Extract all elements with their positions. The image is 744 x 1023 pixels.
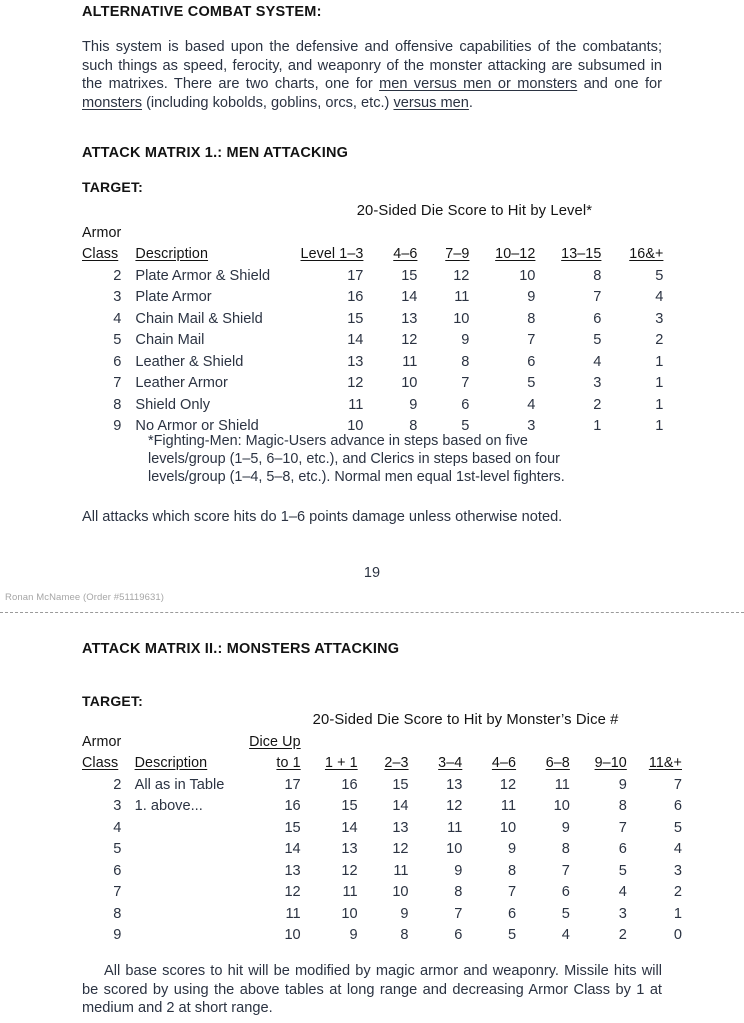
attack-matrix-1-table	[82, 203, 663, 434]
table-row	[82, 413, 663, 435]
matrix-2-head	[82, 712, 682, 771]
matrix-2-score: 7	[673, 776, 682, 793]
matrix-2-armor-word: Armor	[82, 733, 122, 750]
spacer-cell	[121, 391, 135, 413]
matrix-1-score: 3	[655, 310, 664, 327]
matrix-1-score: 4	[593, 353, 602, 370]
matrix-2-score: 7	[454, 905, 463, 922]
matrix-1-description: Leather & Shield	[135, 353, 244, 370]
matrix-2-span-header: 20-Sided Die Score to Hit by Monster’s Dice #	[312, 712, 619, 728]
spacer-cell	[121, 413, 135, 435]
matrix-1-score: 12	[401, 332, 418, 348]
table-row	[82, 793, 682, 815]
matrix-1-score: 8	[593, 267, 602, 284]
matrix-2-score: 10	[341, 905, 358, 922]
matrix-2-armor-class: 3	[113, 798, 122, 814]
matrix-1-score: 1	[655, 353, 664, 370]
matrix-1-score: 8	[409, 418, 418, 434]
matrix-2-armor-class: 9	[113, 927, 122, 943]
matrix-2-score: 7	[561, 862, 570, 879]
matrix-2-score: 9	[454, 862, 463, 879]
matrix-1-score: 5	[655, 267, 664, 284]
matrix-2-col-header-2: 2–3	[384, 755, 409, 771]
spacer-cell	[121, 793, 134, 815]
matrix-2-armor-class: 6	[113, 862, 122, 879]
matrix-1-armor-class: 7	[113, 375, 122, 391]
matrix-1-armor-word: Armor	[82, 224, 122, 241]
table-row	[82, 900, 682, 922]
matrix-1-description: No Armor or Shield	[135, 418, 259, 434]
matrix-2-col-header-4: 4–6	[491, 755, 517, 771]
matrix-2-score: 9	[507, 841, 517, 857]
matrix-2-score: 13	[392, 819, 409, 836]
matrix-1-armor-class: 6	[113, 353, 122, 370]
intro-paragraph	[82, 38, 662, 112]
matrix-2-score: 14	[284, 841, 301, 857]
matrix-1-head	[82, 203, 663, 262]
matrix-2-score: 13	[284, 862, 301, 879]
spacer-cell	[121, 922, 134, 944]
matrix-1-class-header: Class	[82, 246, 119, 262]
matrix-2-score: 8	[561, 841, 570, 857]
matrix-1-col-header-1: 4–6	[393, 246, 418, 262]
matrix-1-description: Chain Mail & Shield	[135, 310, 263, 327]
matrix-2-class-header: Class	[82, 755, 119, 771]
matrix-2-score: 11	[500, 798, 517, 814]
matrix-1-score: 12	[453, 267, 470, 284]
table-row	[82, 814, 682, 836]
matrix-2-score: 9	[561, 819, 570, 836]
matrix-2-score: 6	[618, 841, 627, 857]
spacer-cell	[121, 262, 135, 284]
matrix-2-body	[82, 771, 682, 943]
matrix-2-score: 14	[341, 819, 358, 836]
matrix-2-score: 10	[446, 841, 463, 857]
table-row	[82, 922, 682, 944]
matrix-2-score: 16	[341, 776, 358, 793]
matrix-2-score: 5	[507, 927, 517, 943]
page-number: 19	[363, 565, 381, 581]
table-row	[82, 836, 682, 858]
attack-matrix-1-table-wrap	[82, 203, 682, 434]
matrix-2-score: 11	[285, 905, 301, 922]
table-row	[82, 857, 682, 879]
matrix-1-score: 15	[401, 267, 418, 284]
spacer-cell	[121, 241, 135, 263]
matrix-1-score: 13	[347, 353, 364, 370]
matrix-2-score: 1	[673, 905, 682, 922]
matrix-1-score: 14	[401, 289, 418, 305]
matrix-1-score: 6	[461, 396, 470, 413]
matrix-1-score: 4	[655, 289, 664, 305]
page-separator-dashed-line	[0, 612, 744, 613]
intro-text-part2: and one for	[577, 76, 662, 93]
matrix-2-score: 15	[284, 819, 301, 836]
matrix-2-score: 9	[618, 776, 627, 793]
matrix-2-score: 6	[673, 798, 682, 814]
matrix-2-score: 14	[392, 798, 409, 814]
table-row	[82, 348, 663, 370]
matrix-1-score: 17	[347, 267, 364, 284]
matrix-2-description	[135, 814, 250, 836]
matrix-1-body	[82, 262, 663, 434]
matrix-2-description-header: Description	[134, 755, 208, 771]
matrix-2-armor-class: 2	[113, 776, 122, 793]
matrix-2-description	[135, 900, 250, 922]
matrix-2-armor-class: 7	[113, 884, 122, 900]
matrix-1-score: 9	[527, 289, 536, 305]
matrix-2-description	[135, 922, 250, 944]
matrix-2-score: 6	[561, 884, 570, 900]
matrix-1-score: 13	[401, 310, 418, 327]
matrix-1-span-header-row	[82, 203, 663, 219]
matrix-1-score: 3	[593, 375, 602, 391]
matrix-1-score: 9	[409, 396, 418, 413]
matrix-1-armor-class: 9	[113, 418, 122, 434]
matrix-1-col-header-2: 7–9	[445, 246, 470, 262]
matrix-1-score: 16	[347, 289, 364, 305]
spacer-cell	[121, 370, 135, 392]
matrix-1-description: Leather Armor	[135, 375, 228, 391]
matrix-2-score: 15	[341, 798, 358, 814]
intro-text-part1: This system is based upon the defensive and offensive capabilities of the combatants; such things as speed, ferocity, and weaponry of the monster attacking are subsumed in the matrixes. There are two charts, one for	[82, 39, 662, 93]
matrix-2-span-header-row	[82, 712, 682, 728]
matrix-1-score: 10	[347, 418, 364, 434]
matrix-1-score: 7	[527, 332, 536, 348]
matrix-2-score: 12	[392, 841, 409, 857]
matrix-1-score: 7	[593, 289, 602, 305]
attack-matrix-2-title: ATTACK MATRIX II.: MONSTERS ATTACKING	[82, 641, 400, 657]
matrix-2-score: 10	[499, 819, 517, 836]
matrix-2-description	[135, 879, 250, 901]
matrix-1-score: 5	[593, 332, 602, 348]
matrix-1-score: 11	[348, 396, 364, 413]
spacer-cell	[121, 219, 663, 241]
intro-link-versus-men: versus men	[393, 94, 469, 111]
matrix-2-score: 9	[400, 905, 409, 922]
matrix-1-score: 11	[402, 353, 418, 370]
matrix-1-score: 3	[527, 418, 536, 434]
matrix-2-score: 8	[507, 862, 517, 879]
matrix-2-header-row	[82, 750, 682, 772]
matrix-2-score: 7	[507, 884, 517, 900]
matrix-2-col-header-1: 1 + 1	[324, 755, 358, 771]
matrix-2-score: 10	[553, 798, 570, 814]
matrix-1-score: 9	[461, 332, 470, 348]
matrix-2-score: 2	[673, 884, 682, 900]
matrix-2-score: 11	[342, 884, 358, 900]
matrix-1-armor-class: 4	[113, 310, 122, 327]
matrix-2-score: 7	[618, 819, 627, 836]
table-row	[82, 305, 663, 327]
matrix-1-armor-class: 8	[113, 396, 122, 413]
matrix-1-score: 2	[655, 332, 664, 348]
matrix-1-col-header-3: 10–12	[495, 246, 536, 262]
matrix-2-armor-class: 8	[113, 905, 122, 922]
matrix-1-description: Plate Armor & Shield	[135, 267, 271, 284]
matrix-2-armor-class: 5	[113, 841, 122, 857]
matrix-2-score: 6	[507, 905, 517, 922]
matrix-2-score: 12	[499, 776, 517, 793]
matrix-2-score: 4	[561, 927, 570, 943]
matrix-1-span-header: 20-Sided Die Score to Hit by Level*	[356, 203, 593, 219]
matrix-1-score: 7	[461, 375, 470, 391]
matrix-1-col-header-4: 13–15	[561, 246, 602, 262]
spacer-cell	[121, 814, 134, 836]
order-watermark: Ronan McNamee (Order #51119631)	[5, 592, 165, 603]
matrix-2-score: 12	[284, 884, 301, 900]
matrix-2-score: 15	[392, 776, 409, 793]
spacer-cell	[301, 728, 682, 750]
matrix-1-score: 4	[527, 396, 536, 413]
matrix-2-score: 9	[349, 927, 358, 943]
spacer-cell	[121, 305, 135, 327]
spacer-cell	[121, 203, 135, 219]
matrix-2-score: 3	[673, 862, 682, 879]
spacer-cell	[121, 728, 134, 750]
matrix-2-col-header-7: 11&+	[648, 755, 682, 771]
spacer-cell	[121, 857, 134, 879]
matrix-1-armor-class: 5	[113, 332, 122, 348]
matrix-2-col-header-0: to 1	[276, 755, 301, 771]
matrix-1-armor-class: 2	[113, 267, 122, 284]
matrix-2-score: 8	[400, 927, 409, 943]
matrix-1-header-row	[82, 241, 663, 263]
matrix-1-col-header-5: 16&+	[629, 246, 664, 262]
matrix-2-score: 11	[447, 819, 463, 836]
matrix-2-description	[135, 857, 250, 879]
matrix-2-col-header-3: 3–4	[438, 755, 463, 771]
matrix-1-description: Chain Mail	[135, 332, 205, 348]
matrix-2-score: 5	[618, 862, 627, 879]
matrix-1-description: Shield Only	[135, 396, 211, 413]
matrix-2-armor-row	[82, 728, 682, 750]
spacer-cell	[121, 348, 135, 370]
matrix-2-score: 13	[446, 776, 463, 793]
matrix-1-footnote: *Fighting-Men: Magic-Users advance in steps based on five levels/group (1–5, 6–10, etc.), and Clerics in steps based on four levels/group (1–4, 5–8, etc.). Normal men equal 1st-level fighters.	[148, 433, 565, 486]
matrix-2-score: 8	[454, 884, 463, 900]
matrix-1-score: 1	[655, 375, 664, 391]
spacer-cell	[121, 712, 134, 728]
matrix-2-col-header-6: 9–10	[594, 755, 627, 771]
table-row	[82, 391, 663, 413]
matrix-1-score: 1	[593, 418, 602, 434]
table-row	[82, 879, 682, 901]
matrix-1-description: Plate Armor	[135, 289, 212, 305]
matrix-1-armor-class: 3	[113, 289, 122, 305]
table-row	[82, 327, 663, 349]
spacer-cell-desc	[135, 728, 250, 750]
matrix-1-score: 6	[527, 353, 536, 370]
matrix-2-score: 2	[618, 927, 627, 943]
table-row	[82, 262, 663, 284]
attack-matrix-1-title: ATTACK MATRIX 1.: MEN ATTACKING	[82, 145, 349, 161]
matrix-1-score: 15	[347, 310, 364, 327]
matrix-1-score: 14	[347, 332, 364, 348]
matrix-1-target-label: TARGET:	[82, 179, 144, 195]
intro-link-monsters: monsters	[82, 94, 143, 111]
matrix-2-score: 16	[284, 798, 301, 814]
matrix-1-score: 8	[461, 353, 470, 370]
matrix-2-score: 12	[446, 798, 463, 814]
matrix-2-score: 5	[673, 819, 682, 836]
matrix-2-score: 10	[284, 927, 301, 943]
matrix-1-armor-row	[82, 219, 663, 241]
matrix-1-score: 10	[519, 267, 536, 284]
matrix-1-score: 10	[453, 310, 470, 327]
matrix-1-score: 1	[655, 418, 664, 434]
matrix-2-score: 4	[673, 841, 682, 857]
attack-matrix-2-table-wrap	[82, 712, 682, 943]
spacer-cell-desc	[135, 203, 285, 219]
matrix-2-armor-class: 4	[113, 819, 122, 836]
matrix-1-score: 5	[527, 375, 536, 391]
matrix-1-score: 11	[454, 289, 470, 305]
matrix-2-score: 17	[284, 776, 301, 793]
matrix-1-description-header: Description	[135, 246, 209, 262]
matrix-1-armor-label	[82, 203, 121, 219]
matrix-2-description: 1. above...	[134, 798, 203, 814]
spacer-cell	[121, 771, 134, 793]
alternative-combat-system-heading: ALTERNATIVE COMBAT SYSTEM:	[82, 4, 322, 20]
matrix-1-score: 1	[655, 396, 664, 413]
matrix-2-score: 3	[618, 905, 627, 922]
intro-text-part4: .	[468, 94, 473, 111]
matrix-2-score: 13	[341, 841, 358, 857]
spacer-cell	[121, 836, 134, 858]
matrix-1-score: 12	[347, 375, 364, 391]
matrix-1-score: 8	[527, 310, 536, 327]
matrix-2-score: 10	[392, 884, 409, 900]
attack-matrix-2-table	[82, 712, 682, 943]
matrix-2-score: 4	[618, 884, 627, 900]
matrix-2-description	[135, 836, 250, 858]
table-row	[82, 284, 663, 306]
table-row	[82, 370, 663, 392]
intro-text-part3: (including kobolds, goblins, orcs, etc.)	[142, 94, 394, 111]
spacer-cell	[121, 750, 134, 772]
damage-note: All attacks which score hits do 1–6 points damage unless otherwise noted.	[82, 509, 563, 525]
spacer-cell	[82, 712, 121, 728]
matrix-1-col-header-0: Level 1–3	[300, 246, 364, 262]
matrix-2-score: 5	[561, 905, 570, 922]
intro-link-men-versus-men: men versus men or monsters	[379, 76, 578, 93]
spacer-cell	[121, 879, 134, 901]
matrix-2-score: 8	[618, 798, 627, 814]
spacer-cell	[121, 900, 134, 922]
spacer-cell-desc	[135, 712, 250, 728]
matrix-1-score: 6	[593, 310, 602, 327]
spacer-cell	[121, 327, 135, 349]
matrix-2-score: 0	[673, 927, 682, 943]
matrix-1-score: 2	[593, 396, 602, 413]
matrix-2-score: 11	[554, 776, 570, 793]
matrix-2-score: 11	[393, 862, 409, 879]
matrix-2-score: 12	[341, 862, 358, 879]
matrix-2-score: 6	[454, 927, 463, 943]
matrix-2-col-header-5: 6–8	[545, 755, 570, 771]
matrix-2-description: All as in Table	[134, 776, 225, 793]
spacer-cell	[121, 284, 135, 306]
matrix-1-score: 10	[401, 375, 418, 391]
closing-note: All base scores to hit will be modified by magic armor and weaponry. Missile hits will be scored by using the above tables at long range and decreasing Armor Class by 1 at medium and 2 at short range.	[82, 963, 662, 1017]
table-row	[82, 771, 682, 793]
matrix-1-score: 5	[461, 418, 470, 434]
matrix-2-dice-up-header: Dice Up	[249, 733, 301, 750]
matrix-2-target-label: TARGET:	[82, 693, 144, 709]
